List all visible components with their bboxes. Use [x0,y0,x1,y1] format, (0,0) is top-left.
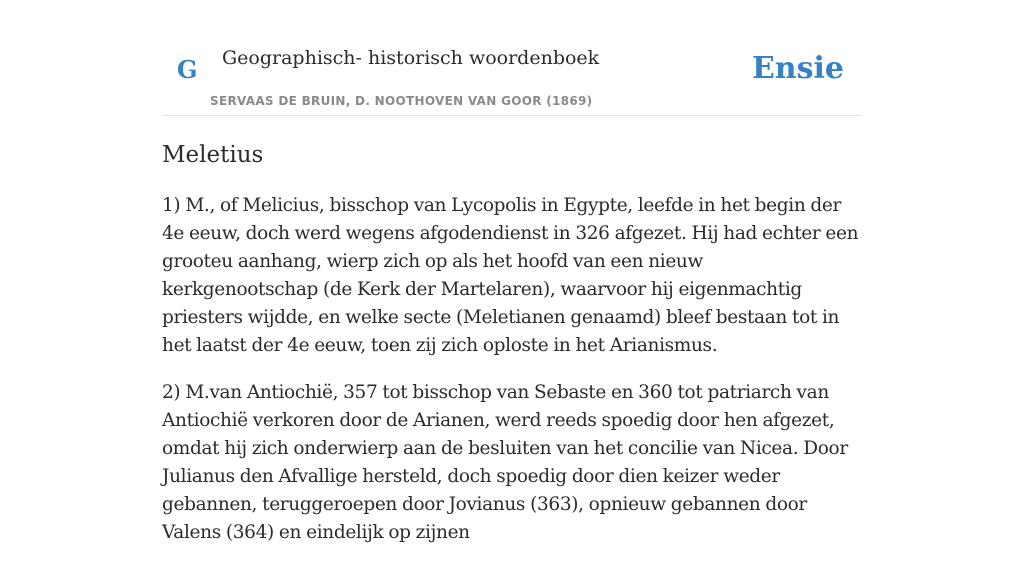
header [162,0,862,116]
book-title[interactable]: Geographisch- historisch woordenboek [222,47,600,69]
page [162,0,862,543]
entry-paragraph-2: 2) M.van Antiochië, 357 tot bisschop van Sebaste en 360 tot patriarch van Antiochië verkoren door de Arianen, werd reeds spoedig door hen afgezet, omdat hij zich onderwierp aan de besluiten van het concilie van Nicea. Door Julianus den Afvallige hersteld, doch spoedig door dien keizer weder gebannen, teruggeroepen door Jovianus (363), opnieuw gebannen door Valens (364) en eindelijk op zijnen [162,382,848,543]
ensie-logo-link[interactable]: Ensie [751,51,844,86]
entry-paragraph-1: 1) M., of Melicius, bisschop van Lycopolis in Egypte, leefde in het begin der 4e eeuw, doch werd wegens afgodendienst in 326 afgezet. Hij had echter een grooteu aanhang, wierp zich op als het hoofd van een nieuw kerkgenootschap (de Kerk der Martelaren), waarvoor hij eigenmachtig priesters wijdde, en welke secte (Meletianen genaamd) bleef bestaan tot in het laatst der 4e eeuw, toen zij zich oploste in het Arianismus. [162,195,859,356]
entry-body [162,192,862,566]
entry-title: Meletius [162,142,264,168]
book-logo-link[interactable]: G [177,55,198,84]
book-authors: SERVAAS DE BRUIN, D. NOOTHOVEN VAN GOOR (1869) [210,94,593,108]
